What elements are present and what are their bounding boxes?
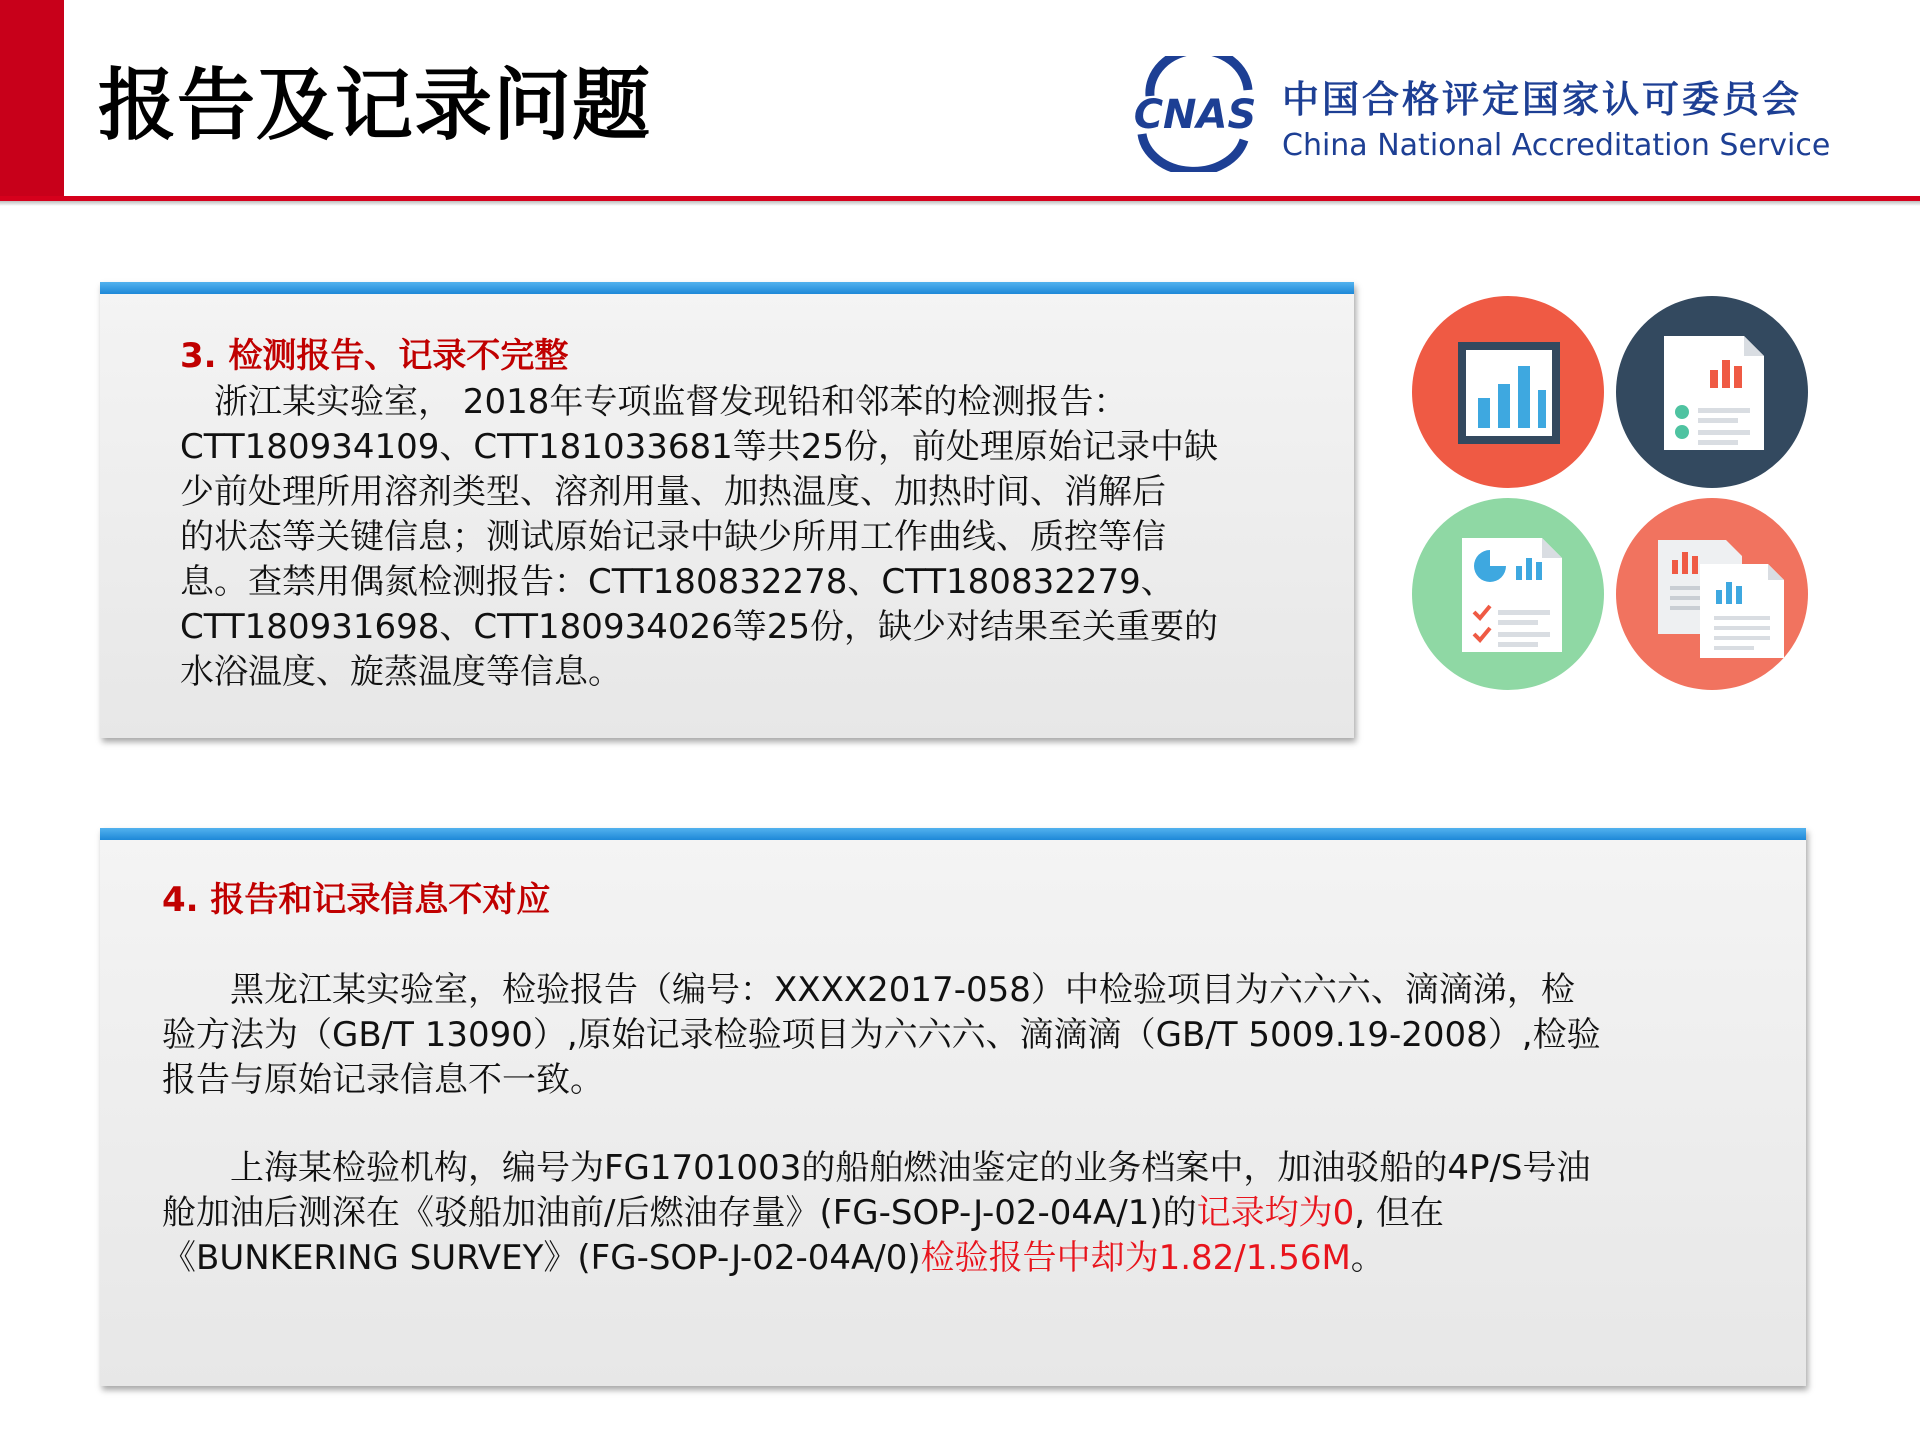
slide-header	[0, 0, 1920, 204]
section-4-paragraph-1	[162, 968, 1601, 1103]
section-4-paragraph-2	[162, 1146, 1591, 1281]
body-line: 黑龙江某实验室，检验报告（编号：XXXX2017-058）中检验项目为六六六、滴滴涕，检	[162, 970, 1575, 1010]
text-segment: , 但在	[1354, 1193, 1444, 1233]
body-line: 上海某检验机构，编号为FG1701003的船舶燃油鉴定的业务档案中，加油驳船的4P/S号油	[162, 1148, 1591, 1188]
body-line: 水浴温度、旋蒸温度等信息。	[180, 652, 622, 692]
body-line: 验方法为（GB/T 13090）,原始记录检验项目为六六六、滴滴滴（GB/T 5009.19-2008）,检验	[162, 1015, 1601, 1055]
highlight-text: 检验报告中却为1.82/1.56M	[920, 1238, 1351, 1278]
body-line: 少前处理所用溶剂类型、溶剂用量、加热温度、加热时间、消解后	[180, 472, 1166, 512]
section-3-card	[100, 282, 1354, 738]
bar-chart-board-icon	[1412, 296, 1604, 488]
page-title: 报告及记录问题	[98, 61, 652, 151]
red-accent-block	[0, 0, 64, 198]
body-line: 报告与原始记录信息不一致。	[162, 1060, 604, 1100]
body-line: 浙江某实验室， 2018年专项监督发现铅和邻苯的检测报告：	[180, 382, 1128, 422]
body-line	[162, 1236, 1591, 1281]
body-line: CTT180934109、CTT181033681等共25份，前处理原始记录中缺	[180, 427, 1218, 467]
text-segment: 《BUNKERING SURVEY》(FG-SOP-J-02-04A/0)	[162, 1238, 921, 1278]
body-line: CTT180931698、CTT180934026等25份，缺少对结果至关重要的	[180, 607, 1218, 647]
card-top-bar	[100, 828, 1806, 840]
section-4-heading: 4. 报告和记录信息不对应	[162, 880, 551, 920]
section-4-card	[100, 828, 1806, 1386]
checklist-document-icon	[1412, 498, 1604, 690]
card-top-bar	[100, 282, 1354, 294]
text-segment: 。	[1350, 1238, 1385, 1278]
section-3-body	[180, 380, 1218, 695]
text-segment: 舱加油后测深在《驳船加油前/后燃油存量》(FG-SOP-J-02-04A/1)的	[162, 1193, 1197, 1233]
header-shadow	[0, 201, 1920, 206]
report-document-icon	[1616, 296, 1808, 488]
body-line: 的状态等关键信息；测试原始记录中缺少所用工作曲线、质控等信	[180, 517, 1166, 557]
body-line: 息。查禁用偶氮检测报告：CTT180832278、CTT180832279、	[180, 562, 1175, 602]
report-icons-cluster	[1410, 294, 1810, 694]
logo-name-en: China National Accreditation Service	[1282, 128, 1831, 163]
logo-name-cn: 中国合格评定国家认可委员会	[1282, 78, 1802, 121]
cnas-logo	[1120, 56, 1910, 172]
logo-mark-text: CNAS	[1133, 92, 1257, 138]
highlight-text: 记录均为0	[1196, 1193, 1355, 1233]
cnas-logo-icon	[1120, 56, 1270, 172]
body-line	[162, 1191, 1591, 1236]
double-report-icon	[1616, 498, 1808, 690]
section-3-heading: 3. 检测报告、记录不完整	[180, 336, 569, 376]
